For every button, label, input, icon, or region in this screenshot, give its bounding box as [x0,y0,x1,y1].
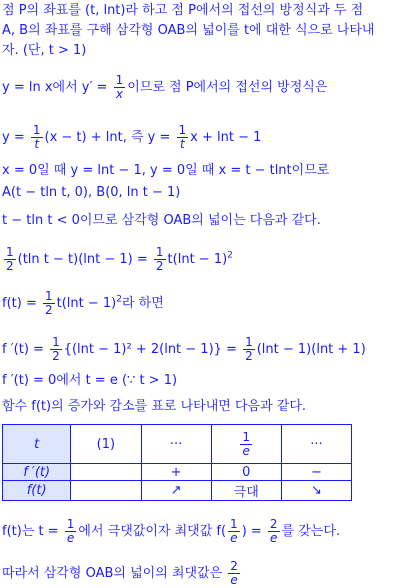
table-cell: f(t) [3,481,71,501]
fraction: $\frac{2}{e}$ [230,559,238,587]
fraction: $\frac{1}{x}$ [115,73,124,101]
fraction: $\frac{2}{e}$ [269,517,278,545]
step-define-f: f(t) = $\frac{1}{2}$ $t(\ln t - 1)^2$라 하면 [2,289,164,317]
fraction: $\frac{1}{2}$ [52,335,60,363]
fraction: $\frac{1}{t}$ [178,123,187,151]
step-tangent-line: y = $\frac{1}{t}$ (x − t) + lnt, 즉 y = $\frac{1}{t}$ x + lnt − 1 [2,123,262,151]
table-cell: t [3,425,71,464]
table-cell: 극대 [211,481,281,501]
table-row [3,425,352,464]
problem-line-1: 점 P의 좌표를 (t, lnt)라 하고 점 P에서의 접선의 방정식과 두 점 [2,3,364,18]
table-cell: ··· [281,425,351,464]
table-cell [71,481,141,501]
table-row [3,464,352,481]
step-derivative [2,74,327,101]
table-cell: (1) [71,425,141,464]
fraction: $\frac{1}{e}$ [66,517,75,545]
fraction: $\frac{1}{2}$ [155,245,164,273]
fraction: $\frac{1}{e}$ [242,429,251,458]
step-points: A(t − tln t, 0), B(0, ln t − 1) [2,185,181,200]
step-max-value: f(t)는 t = $\frac{1}{e}$ 에서 극댓값이자 최댓값 f( $\frac{1}{e}$ ) = $\frac{2}{e}$ 를 갖는다. [2,517,341,545]
table-cell: 0 [211,464,281,481]
step-derivative-text-b: 이므로 점 P에서의 접선의 방정식은 [127,80,328,95]
step-f-prime: f ′(t) = $\frac{1}{2}$ {(lnt − 1)² + 2(lnt − 1)} = $\frac{1}{2}$ (lnt − 1)(lnt + 1) [2,335,366,363]
table-cell: ··· [141,425,211,464]
fraction: $\frac{1}{2}$ [6,245,14,273]
step-table-intro: 함수 f(t)의 증가와 감소를 표로 나타내면 다음과 같다. [2,399,307,414]
table-cell: − [281,464,351,481]
table-cell: ↗ [141,481,211,501]
fraction: $\frac{1}{2}$ [44,289,53,317]
table-cell: ↘ [281,481,351,501]
problem-line-2: A, B의 좌표를 구해 삼각형 OAB의 넓이를 t에 대한 식으로 나타내 [2,23,375,38]
table-cell: f ′(t) [3,464,71,481]
table-cell [71,464,141,481]
fraction: $\frac{1}{t}$ [32,123,41,151]
step-conclusion: 따라서 삼각형 OAB의 넓이의 최댓값은 $\frac{2}{e}$ [2,559,238,587]
step-critical-point: f ′(t) = 0에서 t = e (∵ t > 1) [2,373,178,388]
fraction: $\frac{1}{e}$ [230,517,238,545]
problem-line-3: 자. (단, t > 1) [2,43,87,58]
table-cell: + [141,464,211,481]
variation-table [2,424,352,501]
table-row [3,481,352,501]
fraction: $\frac{1}{2}$ [245,335,253,363]
step-derivative-text-a: y = ln x에서 y′ = [2,80,112,95]
step-area-intro: t − tln t < 0이므로 삼각형 OAB의 넓이는 다음과 같다. [2,213,321,228]
step-area-formula: $\frac{1}{2}$ (tln t − t)(lnt − 1) = $\frac{1}{2}$ $t(\ln t - 1)^2$ [6,245,233,273]
step-intercepts: x = 0일 때 y = lnt − 1, y = 0일 때 x = t − tlnt이므로 [2,163,330,178]
table-cell [211,425,281,464]
